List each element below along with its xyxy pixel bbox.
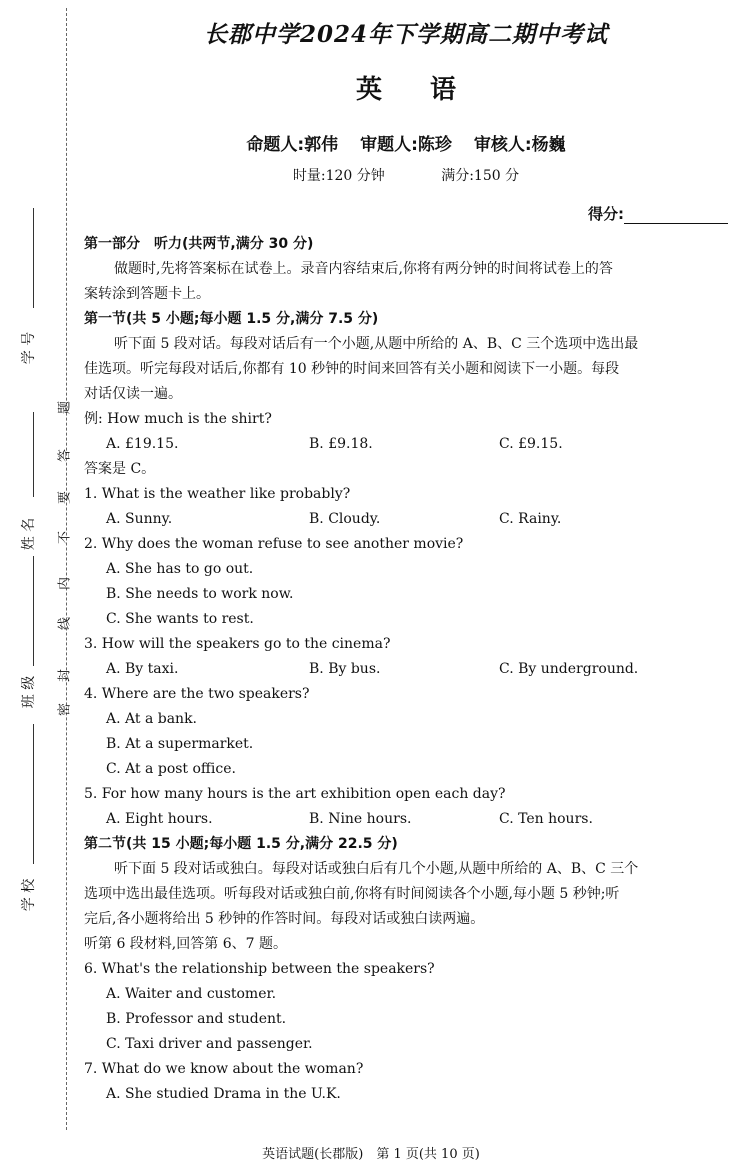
score-label: 得分: bbox=[588, 205, 624, 223]
question: 3. How will the speakers go to the cinema? bbox=[84, 636, 391, 652]
page-footer: 英语试题(长郡版) 第 1 页(共 10 页) bbox=[262, 1147, 480, 1162]
question: 4. Where are the two speakers? bbox=[84, 686, 310, 702]
part1-heading: 第一部分 听力(共两节,满分 30 分) bbox=[84, 236, 314, 252]
instruction-line: 做题时,先将答案标在试卷上。录音内容结束后,你将有两分钟的时间将试卷上的答 bbox=[114, 261, 613, 277]
option: B. At a supermarket. bbox=[106, 736, 254, 752]
warning-char: 封 bbox=[57, 669, 73, 683]
option: B. Nine hours. bbox=[309, 811, 412, 827]
school-blank bbox=[33, 724, 34, 864]
option: A. She has to go out. bbox=[106, 561, 254, 577]
section1-heading: 第一节(共 5 小题;每小题 1.5 分,满分 7.5 分) bbox=[84, 311, 379, 327]
binding-dashed-line bbox=[66, 8, 67, 1130]
warning-char: 不 bbox=[57, 531, 73, 545]
instruction-line: 佳选项。听完每段对话后,你都有 10 秒钟的时间来回答有关小题和阅读下一小题。每段 bbox=[84, 361, 620, 377]
option: C. Rainy. bbox=[499, 511, 562, 527]
full-score: 满分:150 分 bbox=[441, 168, 520, 184]
question: 5. For how many hours is the art exhibition open each day? bbox=[84, 786, 506, 802]
option: A. £19.15. bbox=[106, 436, 179, 452]
setter: 命题人:郭伟 bbox=[246, 135, 339, 155]
option: C. At a post office. bbox=[106, 761, 236, 777]
name-label: 姓 名 bbox=[21, 517, 38, 551]
option: C. Ten hours. bbox=[499, 811, 593, 827]
binding-margin bbox=[0, 0, 73, 1130]
option: C. By underground. bbox=[499, 661, 639, 677]
exam-content bbox=[84, 0, 728, 1107]
option: C. Taxi driver and passenger. bbox=[106, 1036, 313, 1052]
option: C. £9.15. bbox=[499, 436, 563, 452]
option: C. She wants to rest. bbox=[106, 611, 254, 627]
warning-char: 内 bbox=[57, 577, 73, 591]
option: B. Cloudy. bbox=[309, 511, 381, 527]
instruction-line: 听下面 5 段对话。每段对话后有一个小题,从题中所给的 A、B、C 三个选项中选出最 bbox=[114, 336, 639, 352]
instruction-line: 听下面 5 段对话或独白。每段对话或独白后有几个小题,从题中所给的 A、B、C 三个 bbox=[114, 861, 639, 877]
reviewer: 审题人:陈珍 bbox=[360, 135, 452, 155]
option: B. By bus. bbox=[309, 661, 381, 677]
example-options bbox=[84, 432, 728, 457]
instruction-line: 案转涂到答题卡上。 bbox=[84, 286, 210, 302]
warning-char: 答 bbox=[57, 449, 73, 463]
example-answer: 答案是 C。 bbox=[84, 461, 156, 477]
time-limit: 时量:120 分钟 bbox=[292, 168, 385, 184]
option: A. At a bank. bbox=[106, 711, 198, 727]
student-id-blank bbox=[33, 208, 34, 308]
score-field bbox=[84, 203, 728, 224]
author-line bbox=[84, 130, 728, 155]
instruction-line: 对话仅读一遍。 bbox=[84, 386, 182, 402]
question: 2. Why does the woman refuse to see another movie? bbox=[84, 536, 464, 552]
score-blank[interactable] bbox=[624, 223, 728, 224]
exam-title: 长郡中学2024年下学期高二期中考试 bbox=[203, 21, 608, 48]
class-blank bbox=[33, 556, 34, 666]
class-label: 班 级 bbox=[21, 675, 38, 709]
option: B. Professor and student. bbox=[106, 1011, 287, 1027]
section2-heading: 第二节(共 15 小题;每小题 1.5 分,满分 22.5 分) bbox=[84, 836, 398, 852]
option: A. Eight hours. bbox=[106, 811, 213, 827]
name-blank bbox=[33, 412, 34, 497]
options-row bbox=[84, 507, 728, 532]
example-question: 例: How much is the shirt? bbox=[84, 411, 272, 427]
option: B. £9.18. bbox=[309, 436, 373, 452]
question: 7. What do we know about the woman? bbox=[84, 1061, 364, 1077]
question: 1. What is the weather like probably? bbox=[84, 486, 351, 502]
option: B. She needs to work now. bbox=[106, 586, 294, 602]
option: A. Sunny. bbox=[106, 511, 173, 527]
warning-char: 线 bbox=[57, 617, 73, 631]
warning-char: 题 bbox=[57, 401, 73, 415]
options-row bbox=[84, 807, 728, 832]
exam-meta bbox=[84, 165, 728, 185]
option: A. Waiter and customer. bbox=[106, 986, 277, 1002]
school-label: 学 校 bbox=[21, 878, 38, 912]
instruction-line: 完后,各小题将给出 5 秒钟的作答时间。每段对话或独白读两遍。 bbox=[84, 911, 485, 927]
options-row bbox=[84, 657, 728, 682]
student-id-label: 学 号 bbox=[21, 331, 38, 365]
question: 6. What's the relationship between the speakers? bbox=[84, 961, 435, 977]
checker: 审核人:杨巍 bbox=[473, 135, 566, 155]
warning-char: 要 bbox=[57, 491, 73, 505]
instruction-line: 选项中选出最佳选项。听每段对话或独白前,你将有时间阅读各个小题,每小题 5 秒钟;听 bbox=[84, 886, 620, 902]
option: A. She studied Drama in the U.K. bbox=[106, 1086, 341, 1102]
material-note: 听第 6 段材料,回答第 6、7 题。 bbox=[84, 936, 287, 952]
option: A. By taxi. bbox=[106, 661, 179, 677]
warning-char: 密 bbox=[57, 703, 73, 717]
subject-title: 英语 bbox=[355, 75, 504, 105]
